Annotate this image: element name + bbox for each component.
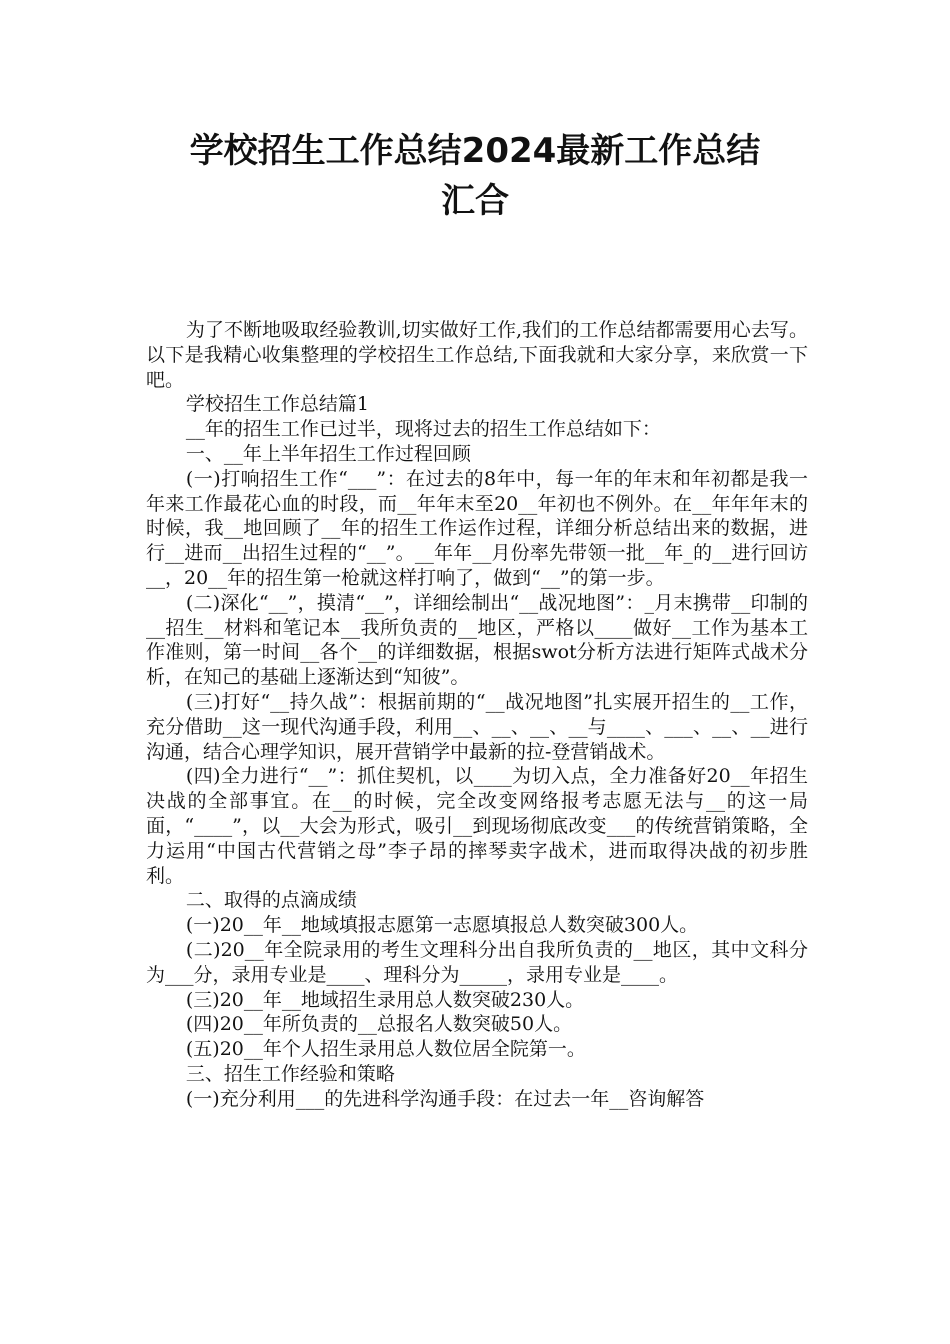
paragraph-heading-2: 二、取得的点滴成绩 — [185, 889, 357, 912]
paragraph-heading-3: 三、招生工作经验和策略 — [185, 1062, 395, 1085]
document-body — [146, 318, 808, 1112]
paragraph-heading-1: 一、__年上半年招生工作过程回顾 — [185, 442, 471, 465]
paragraph-item-2-4: (四)20__年所负责的__总报名人数突破50人。 — [185, 1013, 573, 1036]
paragraph-item-2-1: (一)20__年__地域填报志愿第一志愿填报总人数突破300人。 — [185, 914, 699, 937]
paragraph-opening: __年的招生工作已过半，现将过去的招生工作总结如下： — [185, 418, 661, 441]
paragraph-item-1-1: (一)打响招生工作“___”：在过去的8年中，每一年的年末和年初都是我一年来工作最花心血的时段，而__年年末至20__年初也不例外。在__年年年末的时候，我__地回顾了__年的招生工作运作过程，详细分析总结出来的数据，进行__进而__出招生过程的“__”。__年年__月份率先带领一批__年_的__进行回访__，20__年的招生第一枪就这样打响了，做到“__”的第一步。 — [146, 467, 808, 589]
title-line-2: 汇合 — [441, 181, 509, 221]
paragraph-item-3-1: (一)充分利用___的先进科学沟通手段：在过去一年__咨询解答 — [185, 1087, 705, 1110]
paragraph-section-heading: 学校招生工作总结篇1 — [185, 393, 369, 416]
paragraph-item-2-5: (五)20__年个人招生录用总人数位居全院第一。 — [185, 1038, 586, 1061]
paragraph-item-1-4: (四)全力进行“__”：抓住契机，以____为切入点，全力准备好20__年招生决战的全部事宜。在__的时候，完全改变网络报考志愿无法与__的这一局面，“____”，以__大会为形式，吸引__到现场彻底改变___的传统营销策略，全力运用“中国古代营销之母”李子昂的摔琴卖字战术，进而取得决战的初步胜利。 — [146, 765, 808, 887]
title-line-1: 学校招生工作总结2024最新工作总结 — [189, 131, 761, 171]
paragraph-intro: 为了不断地吸取经验教训,切实做好工作,我们的工作总结都需要用心去写。以下是我精心收集整理的学校招生工作总结,下面我就和大家分享，来欣赏一下吧。 — [146, 319, 808, 391]
paragraph-item-1-2: (二)深化“__”，摸清“__”，详细绘制出“__战况地图”：_月末携带__印制的__招生__材料和笔记本__我所负责的__地区，严格以____做好__工作为基本工作准则，第一时间__各个__的详细数据，根据swot分析方法进行矩阵式战术分析，在知己的基础上逐渐达到“知彼”。 — [146, 591, 808, 689]
document-title — [120, 126, 830, 226]
paragraph-item-2-2: (二)20__年全院录用的考生文理科分出自我所负责的__地区，其中文科分为___分，录用专业是____、理科分为_____，录用专业是____。 — [146, 938, 808, 986]
paragraph-item-1-3: (三)打好“__持久战”：根据前期的“__战况地图”扎实展开招生的__工作，充分借助__这一现代沟通手段，利用__、__、__、__与____、___、__、__进行沟通，结合心理学知识，展开营销学中最新的拉-登营销战术。 — [146, 690, 808, 763]
paragraph-item-2-3: (三)20__年__地域招生录用总人数突破230人。 — [185, 988, 585, 1011]
